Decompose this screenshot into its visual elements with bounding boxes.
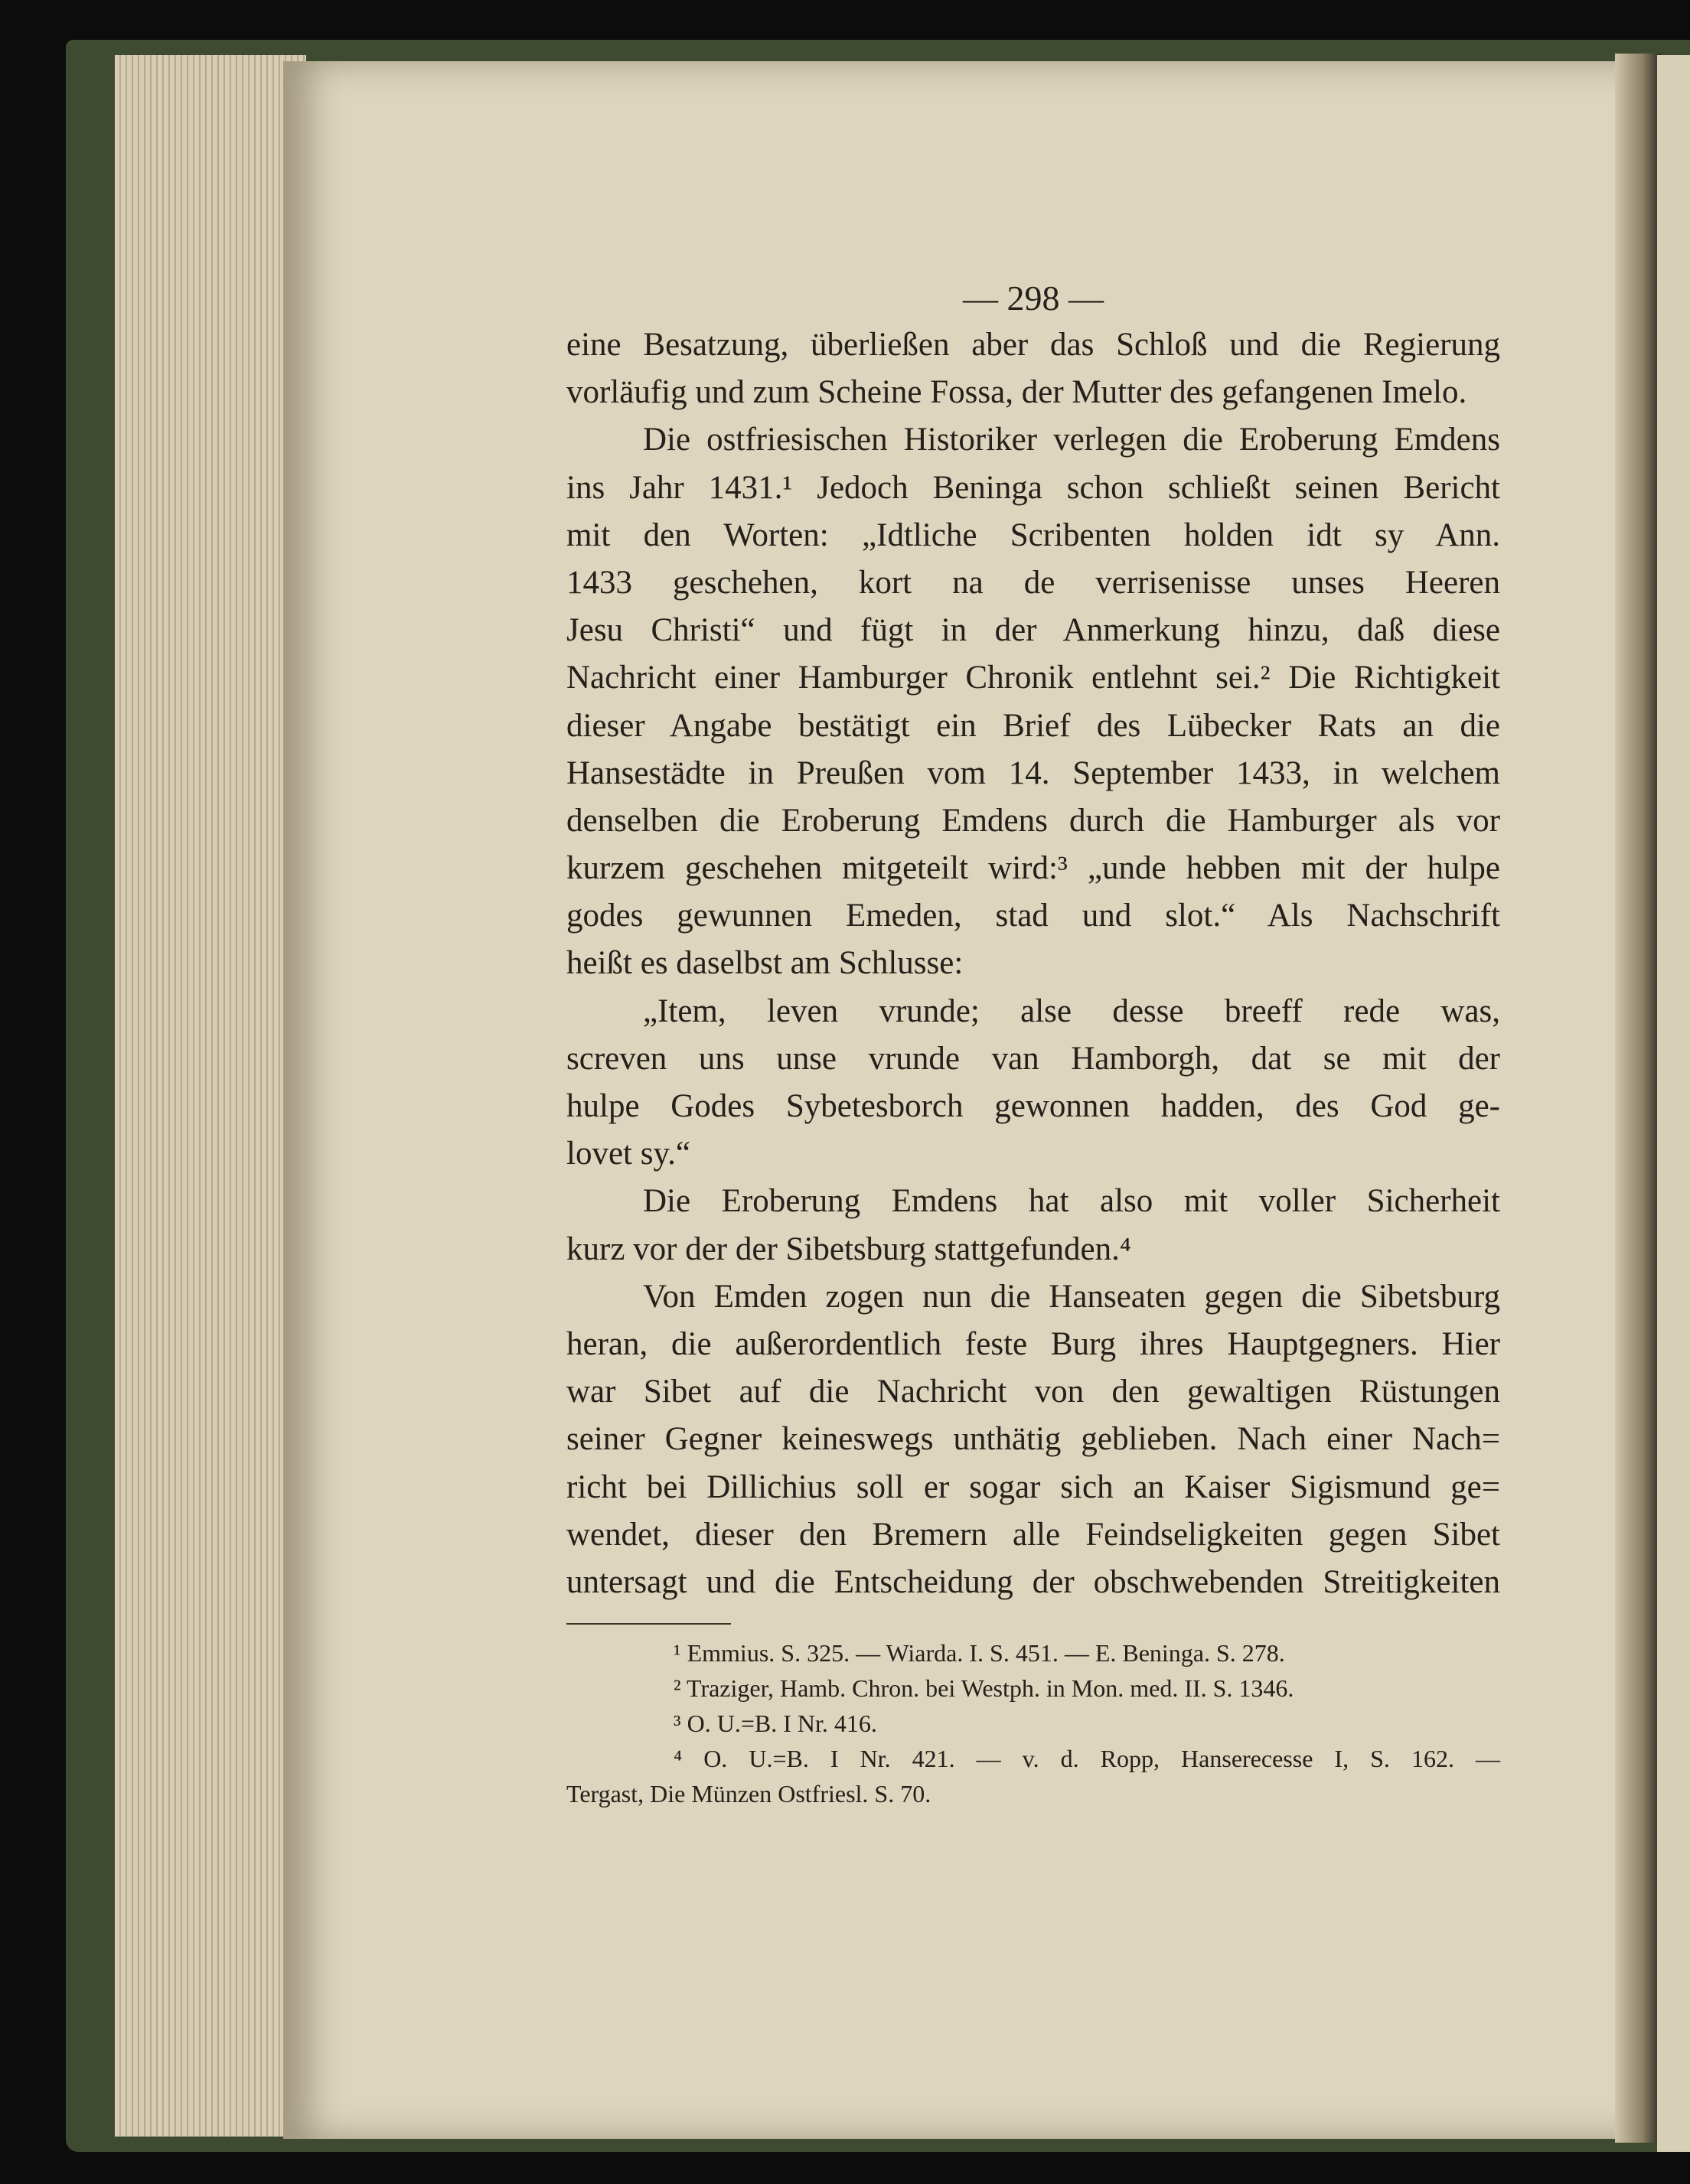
text-line: ins Jahr 1431.¹ Jedoch Beninga schon schließt seinen Bericht	[566, 469, 1500, 506]
body-text	[566, 321, 1500, 1606]
text-line: „Item, leven vrunde; alse desse breeff rede was,	[643, 993, 1500, 1029]
text-line: Nachricht einer Hamburger Chronik entlehnt sei.² Die Richtigkeit	[566, 660, 1500, 696]
page-text	[566, 275, 1500, 1811]
text-line: Jesu Christi“ und fügt in der Anmerkung hinzu, daß diese	[566, 612, 1500, 649]
text-line: screven uns unse vrunde van Hamborgh, dat se mit der	[566, 1040, 1500, 1077]
text-line: war Sibet auf die Nachricht von den gewaltigen Rüstungen	[566, 1374, 1500, 1410]
text-line: heran, die außerordentlich feste Burg ihres Hauptgegners. Hier	[566, 1325, 1500, 1362]
text-line: kurzem geschehen mitgeteilt wird:³ „unde hebben mit der hulpe	[566, 850, 1500, 887]
text-line: vorläufig und zum Scheine Fossa, der Mutter des gefangenen Imelo.	[566, 374, 1467, 411]
footnote: ⁴ O. U.=B. I Nr. 421. — v. d. Ropp, Hanserecesse I, S. 162. —	[674, 1745, 1500, 1773]
text-line: wendet, dieser den Bremern alle Feindseligkeiten gegen Sibet	[566, 1516, 1500, 1553]
text-line: Von Emden zogen nun die Hanseaten gegen die Sibetsburg	[643, 1278, 1500, 1315]
footnote: ³ O. U.=B. I Nr. 416.	[674, 1710, 877, 1738]
text-line: Die ostfriesischen Historiker verlegen die Eroberung Emdens	[643, 422, 1500, 458]
page-edges	[115, 55, 306, 2137]
text-line: mit den Worten: „Idtliche Scribenten holden idt sy Ann.	[566, 517, 1500, 553]
text-line: richt bei Dillichius soll er sogar sich an Kaiser Sigismund ge=	[566, 1468, 1500, 1505]
text-line: untersagt und die Entscheidung der obschwebenden Streitigkeiten	[566, 1563, 1500, 1600]
facing-page-edge	[1657, 55, 1690, 2152]
text-line: heißt es daselbst am Schlusse:	[566, 945, 964, 982]
book-gutter	[1615, 54, 1661, 2143]
text-line: Hansestädte in Preußen vom 14. September 1433, in welchem	[566, 755, 1500, 791]
text-line: eine Besatzung, überließen aber das Schloß und die Regierung	[566, 327, 1500, 363]
footnote: ¹ Emmius. S. 325. — Wiarda. I. S. 451. — E. Beninga. S. 278.	[674, 1639, 1285, 1667]
footnotes	[566, 1635, 1500, 1811]
footnote-continuation: Tergast, Die Münzen Ostfriesl. S. 70.	[566, 1780, 931, 1808]
page-number: — 298 —	[963, 279, 1104, 318]
text-line: kurz vor der der Sibetsburg stattgefunden.⁴	[566, 1231, 1131, 1267]
text-line: lovet sy.“	[566, 1136, 691, 1172]
footnote-rule	[566, 1623, 731, 1625]
text-line: denselben die Eroberung Emdens durch die Hamburger als vor	[566, 802, 1500, 839]
text-line: Die Eroberung Emdens hat also mit voller Sicherheit	[643, 1183, 1500, 1220]
text-line: 1433 geschehen, kort na de verrisenisse unses Heeren	[566, 564, 1500, 601]
text-line: hulpe Godes Sybetesborch gewonnen hadden, des God ge-	[566, 1088, 1500, 1124]
text-line: dieser Angabe bestätigt ein Brief des Lübecker Rats an die	[566, 707, 1500, 744]
text-line: seiner Gegner keineswegs unthätig geblieben. Nach einer Nach=	[566, 1421, 1500, 1458]
footnote: ² Traziger, Hamb. Chron. bei Westph. in Mon. med. II. S. 1346.	[674, 1674, 1294, 1703]
text-line: godes gewunnen Emeden, stad und slot.“ Als Nachschrift	[566, 898, 1500, 934]
